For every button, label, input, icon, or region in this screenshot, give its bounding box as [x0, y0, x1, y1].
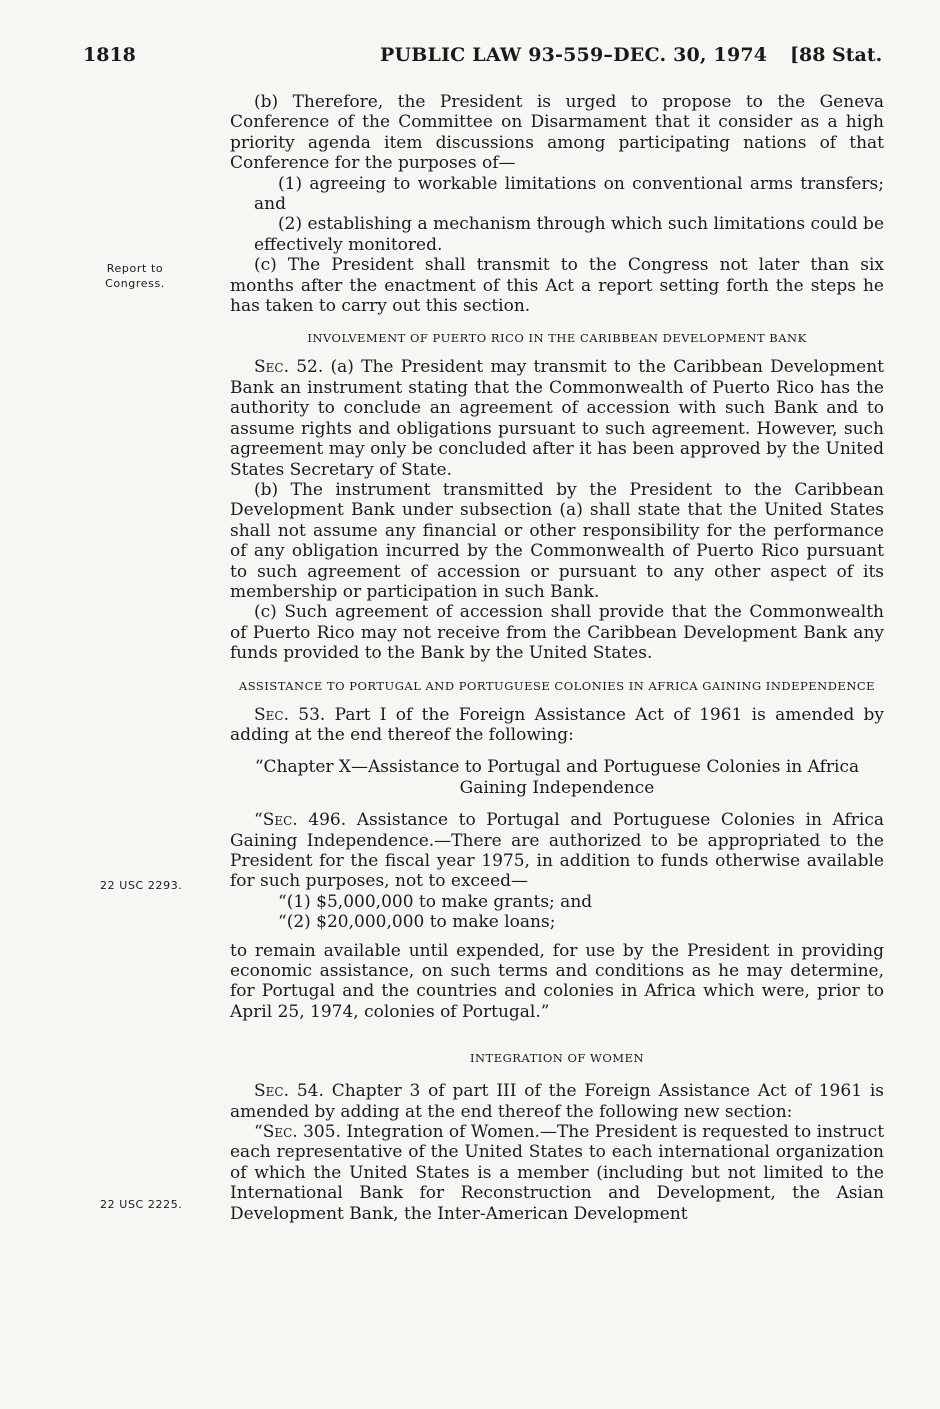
section-52-a	[230, 357, 884, 479]
section-label: Sec. 53.	[254, 704, 326, 725]
section-496-tail: to remain available until expended, for use by the President in providing economic assistance, on such terms and conditions as he may determine, for Portugal and the countries and colonies in Africa which were, prior to April 25, 1974, colonies of Portugal.”	[230, 940, 884, 1022]
running-title: PUBLIC LAW 93-559–DEC. 30, 1974	[380, 44, 768, 66]
margin-note-report-line2: Congress.	[105, 277, 165, 290]
section-496-item-2: “(2) $20,000,000 to make loans;	[278, 912, 556, 933]
paragraph-c: (c) The President shall transmit to the Congress not later than six months after the enactment of this Act a report setting forth the steps he has taken to carry out this section.	[230, 255, 884, 317]
margin-note-report-line1: Report to	[106, 262, 164, 275]
section-heading: INVOLVEMENT OF PUERTO RICO IN THE CARIBBEAN DEVELOPMENT BANK	[307, 331, 807, 346]
section-label: Sec. 54.	[254, 1081, 324, 1102]
page-number: 1818	[83, 44, 136, 66]
section-label: “Sec. 496.	[254, 810, 347, 831]
margin-note-report	[92, 261, 178, 291]
paragraph-b2: (2) establishing a mechanism through which such limitations could be effectively monitored.	[254, 214, 884, 255]
section-text: Chapter 3 of part III of the Foreign Assistance Act of 1961 is amended by adding at the end thereof the following new section:	[230, 1081, 884, 1122]
section-text: (a) The President may transmit to the Caribbean Development Bank an instrument stating that the Commonwealth of Puerto Rico has the authority to conclude an agreement of accession with such Bank and to assume rights and obligations pursuant to such agreement. However, such agreement may only be concluded after it has been approved by the United States Secretary of State.	[230, 357, 884, 480]
section-54	[230, 1081, 884, 1122]
section-496-item-1: “(1) $5,000,000 to make grants; and	[278, 891, 593, 912]
section-heading: INTEGRATION OF WOMEN	[469, 1051, 645, 1066]
section-label: Sec. 52.	[254, 357, 324, 378]
section-52-c: (c) Such agreement of accession shall provide that the Commonwealth of Puerto Rico may not receive from the Caribbean Development Bank any funds provided to the Bank by the United States.	[230, 602, 884, 664]
chapter-x-title: “Chapter X—Assistance to Portugal and Portuguese Colonies in Africa Gaining Independence	[254, 757, 860, 798]
margin-note-usc-2293: 22 USC 2293.	[100, 879, 183, 892]
section-label: “Sec. 305.	[254, 1122, 341, 1143]
section-text: Integration of Women.—The President is requested to instruct each representative of the United States to each international organization of which the United States is a member (including but not limited to the International Bank for Reconstruction and Development, the Asian Development Bank, the Inter-American Development	[230, 1122, 885, 1224]
section-text: Assistance to Portugal and Portuguese Colonies in Africa Gaining Independence.—There are authorized to be appropriated to the President for the fiscal year 1975, in addition to funds otherwise available for such purposes, not to exceed—	[230, 810, 884, 892]
page-body	[230, 92, 884, 1224]
section-496	[230, 810, 884, 892]
paragraph-b: (b) Therefore, the President is urged to propose to the Geneva Conference of the Committee on Disarmament that it consider as a high priority agenda item discussions among participating nations of that Conference for the purposes of—	[230, 92, 884, 174]
section-52-b: (b) The instrument transmitted by the President to the Caribbean Development Bank under subsection (a) shall state that the United States shall not assume any financial or other responsibility for the performance of any obligation incurred by the Commonwealth of Puerto Rico pursuant to such agreement of accession or pursuant to any other aspect of its membership or participation in such Bank.	[230, 479, 884, 602]
section-305	[230, 1122, 884, 1224]
statute-reference: [88 Stat.	[790, 44, 883, 66]
paragraph-b1: (1) agreeing to workable limitations on conventional arms transfers; and	[254, 173, 884, 215]
margin-note-usc-2225: 22 USC 2225.	[100, 1198, 183, 1211]
section-heading: ASSISTANCE TO PORTUGAL AND PORTUGUESE COLONIES IN AFRICA GAINING INDEPENDENCE	[238, 678, 876, 693]
section-text: Part I of the Foreign Assistance Act of 1961 is amended by adding at the end thereof the following:	[230, 704, 885, 745]
section-53	[230, 705, 884, 746]
